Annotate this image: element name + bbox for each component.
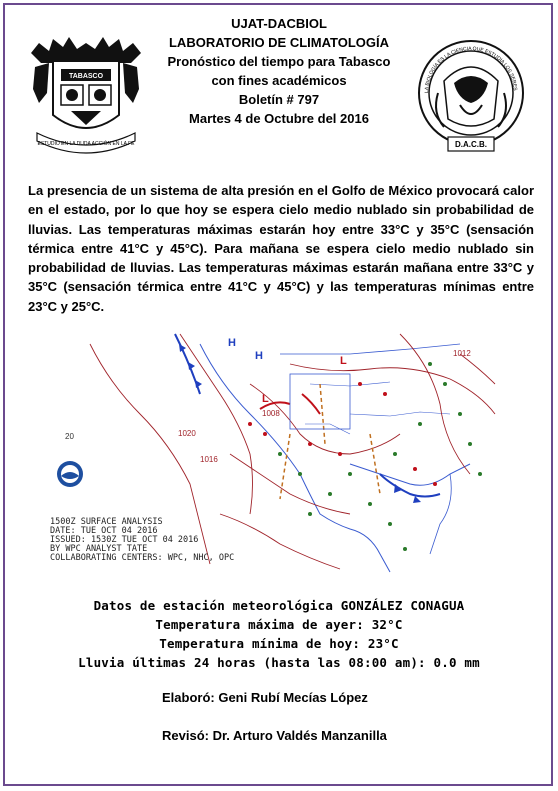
map-stamp-analyst: BY WPC ANALYST TATE <box>50 544 148 554</box>
seal-band-text: TABASCO <box>68 73 104 80</box>
station-data-block <box>0 596 558 672</box>
station-rain: Lluvia últimas 24 horas (hasta las 08:00 am): 0.0 mm <box>78 655 480 670</box>
map-stamp-centers: COLLABORATING CENTERS: WPC, NHC, OPC <box>50 553 235 563</box>
seal-ring-text: LA BIOLOGÍA ES LA CIENCIA QUE ESTUDIA LOS SERES <box>423 45 518 94</box>
low-center-1: L <box>262 393 269 405</box>
station-tmax: Temperatura máxima de ayer: 32°C <box>155 617 403 632</box>
isobar-label-1020: 1020 <box>178 429 196 438</box>
noaa-logo-icon <box>57 461 83 487</box>
institution-name: UJAT-DACBIOL <box>231 16 327 31</box>
high-center-1: H <box>228 337 236 349</box>
lab-name: LABORATORIO DE CLIMATOLOGÍA <box>168 35 390 50</box>
map-stamp-date: DATE: TUE OCT 04 2016 <box>50 526 158 536</box>
low-center-2: L <box>340 355 347 367</box>
seal-motto: ESTUDIO EN LA DUDA ACCIÓN EN LA FE <box>37 141 135 147</box>
latitude-label: 20 <box>65 432 74 441</box>
bulletin-number: Boletín # 797 <box>238 92 320 107</box>
isobar-label-1016: 1016 <box>200 455 218 464</box>
bulletin-purpose: con fines académicos <box>211 73 347 88</box>
map-stamp-title: 1500Z SURFACE ANALYSIS <box>50 517 163 527</box>
isobar-label-1012: 1012 <box>453 349 471 358</box>
credit-reviso: Revisó: Dr. Arturo Valdés Manzanilla <box>162 728 387 743</box>
high-center-2: H <box>255 350 263 362</box>
surface-analysis-map <box>50 324 500 575</box>
station-title: Datos de estación meteorológica GONZÁLEZ CONAGUA <box>93 598 465 613</box>
forecast-paragraph: La presencia de un sistema de alta presión en el Golfo de México provocará calor en el estado, por lo que hoy se espera cielo medio nublado sin probabilidad de lluvias. Las temperaturas máximas estarán hoy entre 33°C y 35°C (sensación térmica entre 41°C y 45°C). Para mañana se espera cielo medio nublado sin probabilidad de lluvias. Las temperaturas máximas estarán mañana entre 33°C y 35°C (sensación térmica entre 41°C y 45°C) y las temperaturas mínimas entre 23°C y 25°C. <box>28 183 534 314</box>
isobar-label-1008: 1008 <box>262 409 280 418</box>
ujat-seal-logo <box>31 33 141 163</box>
dacbiol-seal-logo <box>414 33 529 165</box>
bulletin-date: Martes 4 de Octubre del 2016 <box>189 111 369 126</box>
map-stamp-issued: ISSUED: 1530Z TUE OCT 04 2016 <box>50 535 199 545</box>
credit-elaboro: Elaboró: Geni Rubí Mecías López <box>162 690 368 705</box>
seal-band-text-right: D.A.C.B. <box>455 140 487 149</box>
station-tmin: Temperatura mínima de hoy: 23°C <box>159 636 399 651</box>
bulletin-subtitle: Pronóstico del tiempo para Tabasco <box>167 54 391 69</box>
